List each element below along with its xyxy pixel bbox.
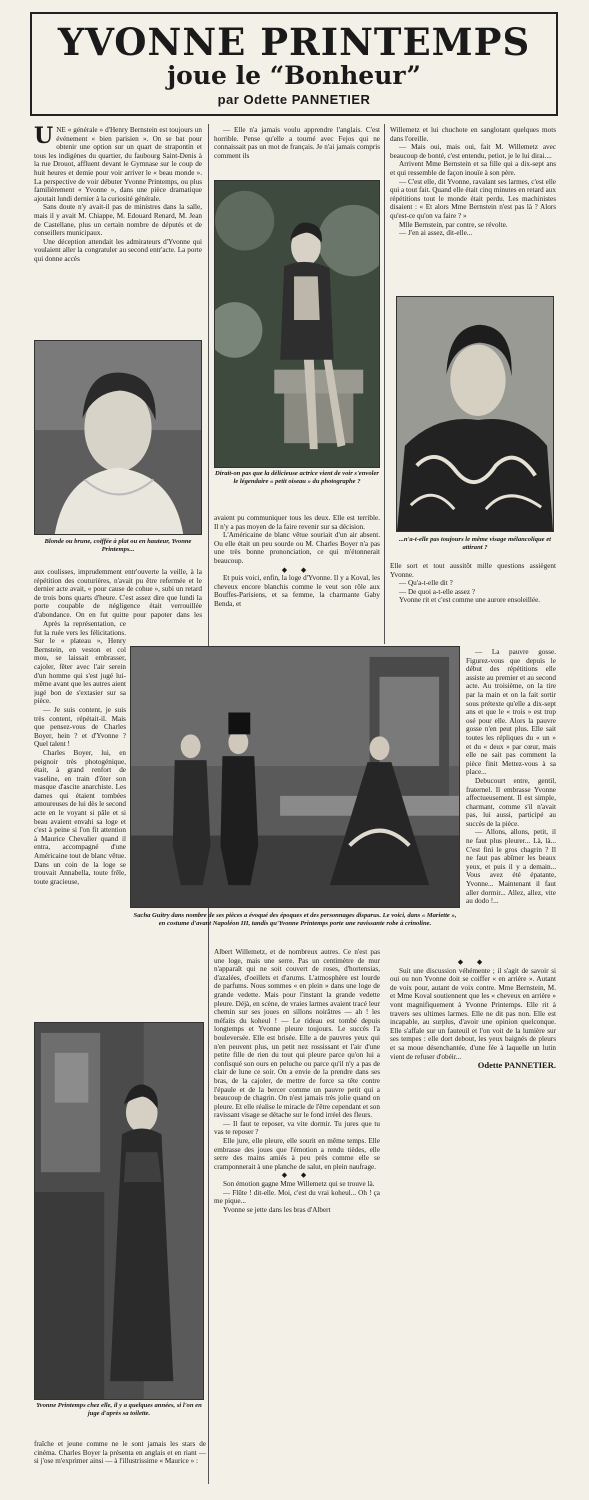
paragraph: Une déception attendait les admirateurs d'Yvonne qui voulaient aller la congratuler au second entr'acte. La porte qui donne accès [34, 237, 202, 263]
photo-portrait-1 [34, 340, 202, 535]
paragraph: Après la représentation, ce fut la ruée vers les félicitations. Sur le « plateau », Henry Bernstein, en veston et col mou, se laissait embrasser, cajoler, fêter avec l'air serein d'un homme qui s'est jugé lui-même avant que les autres aient jugé bon de s'extasier sur sa pièce. [34, 620, 126, 706]
column-2-mid [214, 514, 380, 634]
paragraph: — Je suis content, je suis très content, répétait-il. Mais que pensez-vous de Charles Boyer, hein ? et d'Yvonne ? Quel talent ! [34, 705, 126, 749]
photo-portrait-shawl [396, 296, 554, 532]
paragraph: Mlle Bernstein, par contre, se révolte. [399, 220, 508, 229]
paragraph: Arrivent Mme Bernstein et sa fille qui a dix-sept ans et qui ressemble de façon inouïe à son père. [390, 160, 556, 177]
column-1-top [34, 126, 202, 336]
caption-portrait-shawl: ...n'a-t-elle pas toujours le même visage mélancolique et attirant ? [398, 536, 551, 551]
caption-stage-scene: Sacha Guitry dans nombre de ses pièces a évoqué des époques et des personnages disparus. Le voici, dans « Mariette », en costume d'avant Napoléon III, tandis qu'Yvonne Printemps porte une ravissante robe à crinoline. [133, 912, 457, 927]
separator: ◆ ◆ [281, 1171, 313, 1180]
paragraph: Debucourt entre, gentil, fraternel. Il embrasse Yvonne affectueusement. Il est simple, charmant, comme s'il n'avait pas, lui aussi, participé au succès de la pièce. [466, 776, 556, 828]
separator: ◆ ◆ [457, 958, 489, 966]
paragraph: — La pauvre gosse. Figurez-vous que depuis le début des répétitions elle assiste au premier et au second acte. Au troisième, on la tire par la main et on la fait sortir sous prétexte qu'elle a dix-sept ans et que le « trois » est trop osé pour elle. Alors la pauvre gosse n'en peut plus. Elle sait toutes les répliques du « un » et du « deux » par cœur, mais elle ne sait pas comment la pièce finit Mettez-vous à sa place... [466, 648, 556, 777]
column-3-mid [390, 562, 556, 642]
paragraph: — Allons, allons, petit, il ne faut plus pleurer... Là, là... C'est fini le gros chagrin ? Il ne faut pas abîmer les beaux yeux, et puis il y a demain... Vous avez été épatante, Yvonne... Maintenant il faut aller dormir... Allez, allez, vite au dodo !... [466, 828, 556, 906]
column-1-bottom [34, 1440, 206, 1480]
paragraph: — De quoi a-t-elle assez ? [399, 587, 476, 596]
paragraph: Albert Willemetz, et de nombreux autres. Ce n'est pas une loge, mais une serre. Pas un centimètre de mur n'apparaît qui ne soit couvert de roses, d'hortensias, d'azalées, d'oeillets et d'arums. L'atmosphère est lourde de parfums. Nous sommes « en plein » dans une loge de grande vedette. Mais pour l'instant la grande vedette pleure. Déjà, en scène, de vraies larmes avaient tracé leur chemin sur ses joues en sillons noirâtres — ah ! les méfaits du koheul ! — Le rideau est tombé depuis longtemps et Yvonne pleure toujours. Le succès l'a bouleversée. Elle est brisée. Elle a de pauvres yeux qui n'en peuvent plus, un petit nez rossissant et l'air d'une petite fille de rien du tout qui pleure parce qu'on lui a confisqué son ours en peluche ou parce qu'il n'y a pas de clair de lune ce soir. On a envie de la prendre dans ses bras, de la cajoler, de mettre de force sa tête contre l'épaule et de la bercer comme un pauvre petit qui a beaucoup de chagrin. On n'est jamais très jolie quand on pleure. Et elle réalise le miracle de l'être cependant et son ravissant visage se détache sur le fond irréel des fleurs. [214, 948, 380, 1120]
column-2-lower [214, 948, 380, 1418]
column-1-narrow [34, 620, 126, 960]
photo-at-home [34, 1022, 204, 1400]
paragraph: aux coulisses, imprudemment entr'ouverte la veille, à la répétition des couturières, n'avait pu être refermée et le dernier acte avait, « pour cause de cohue », subi un retard de trois bons quarts d'heure. C'est assez dire que lundi la porte coupable de négligence était verrouillée d'abondance. On en fut quitte pour papoter dans les [34, 568, 202, 619]
article-byline: par Odette PANNETIER [217, 92, 371, 107]
column-3-narrow [466, 648, 556, 948]
column-1-mid [34, 568, 202, 620]
paragraph: — Il faut te reposer, va vite dormir. Tu jures que tu vas te reposer ? [214, 1119, 380, 1137]
article-subtitle: joue le “Bonheur” [167, 61, 421, 90]
caption-at-home: Yvonne Printemps chez elle, il y a quelques années, si l'on en juge d'après sa toilette. [36, 1402, 202, 1417]
article-title: YVONNE PRINTEMPS [57, 20, 531, 64]
article-header [30, 12, 558, 116]
column-1-lower [34, 962, 202, 1020]
paragraph: fraîche et jeune comme ne le sont jamais les stars de cinéma. Charles Boyer la présenta en anglais et en riant — si j'ose m'exprimer ainsi — à l'illustrissime « Maurice » : [34, 1440, 206, 1466]
paragraph: Charles Boyer, lui, en peignoir très photogénique, était, à grand renfort de vaseline, en train d'ôter son masque d'ascite anarchiste. Les dames qui étaient tombées amoureuses de lui dès le second acte en le voyant si pâle et si beau avaient envahi sa loge et c'est à peine si l'on fit attention à Maurice Chevalier quand il entra, accompagné d'une Américaine tout de blanc vêtue. Dans un coin de la loge se trouvait Annabella, toute frêle, toute gracieuse, [34, 748, 126, 886]
paragraph: avaient pu communiquer tous les deux. Elle est terrible. Il n'y a pas moyen de la faire revenir sur sa décision. [214, 514, 380, 531]
paragraph: Suit une discussion véhémente ; il s'agit de savoir si oui ou non Yvonne doit se coiffer « en arrière ». Autant de voix pour, autant de voix contre. Mme Bernstein, M. et Mme Koval soutiennent que les « cheveux en arrière » vont magnifiquement à Yvonne Printemps. Elle rit à travers ses ultimes larmes. Elle ne dit pas non. Elle est incapable, au surplus, d'avoir une opinion quelconque. Elle s'affale sur un fauteuil et l'on voit de la lumière sur ses tempes : elle dort debout, les yeux baignés de pleurs et sa moue désenchantée, d'une fée à laquelle un lutin vient de refuser d'obéir... [390, 966, 556, 1061]
paragraph: L'Américaine de blanc vêtue souriait d'un air absent. Ou elle était un peu sourde ou M. Charles Boyer n'a pas une très bonne prononciation, ce qui m'étonnerait beaucoup. [214, 531, 380, 565]
paragraph: Willemetz et lui chuchote en sanglotant quelques mots dans l'oreille. [390, 126, 556, 143]
paragraph: Et puis voici, enfin, la loge d'Yvonne. Il y a Koval, les cheveux encore blanchis comme le veut son rôle aux Bouffes-Parisiens, et sa femme, la charmante Gaby Benda, et [214, 574, 380, 608]
column-3-lower [390, 958, 556, 1088]
caption-portrait-1: Blonde ou brune, coiffée à plat ou en hauteur, Yvonne Printemps... [44, 538, 192, 553]
caption-seated-bird: Dirait-on pas que la délicieuse actrice vient de voir s'envoler le légendaire « petit oiseau » du photographe ? [215, 470, 379, 485]
photo-stage-scene [130, 646, 460, 908]
paragraph: — Qu'a-t-elle dit ? [399, 579, 453, 588]
signature: Odette PANNETIER. [477, 1060, 556, 1071]
paragraph-text: NE « générale » d'Henry Bernstein est toujours un événement « bien parisien ». On se bat pour obtenir une option sur un quart de strapontin et tous les indigènes du quartier, du faubourg Saint-Denis à la rue Drouot, affluent devant le Gymnase sur le coup de huit heures et demie pour voir arriver le « beau monde ». La perspective de voir débuter Yvonne Printemps, ou plus familièrement « Yvonne », dans une pièce dramatique ajoutait lundi dernier à la curiosité générale. [34, 126, 202, 203]
separator: ◆ ◆ [281, 565, 313, 574]
paragraph: Elle sort et tout aussitôt mille questions assiègent Yvonne. [390, 562, 556, 579]
drop-cap: U [34, 126, 54, 149]
paragraph: — Flûte ! dit-elle. Moi, c'est du vrai koheul... Oh ! ça me pique... [214, 1188, 380, 1206]
paragraph: Yvonne rit et c'est comme une aurore ensoleillée. [399, 596, 541, 605]
paragraph: Elle jure, elle pleure, elle sourit en même temps. Elle embrasse des joues que l'émotion a rendu tièdes, elle serre des mains amiés à peu près comme elle se cramponnerait à une planche de salut, en plein naufrage. [214, 1137, 380, 1171]
paragraph: — Elle n'a jamais voulu apprendre l'anglais. C'est horrible. Pense qu'elle a tourné avec Fejos qui ne connaissait pas un mot de français. Je n'ai jamais compris comment ils [214, 126, 380, 160]
paragraph: — C'est elle, dit Yvonne, ravalant ses larmes, c'est elle qui a tout fait. Quand elle était cinq minutes en retard aux répétitions tout le monde était perdu. Les machinistes disaient : « Et alors Mme Bernstein n'est pas là ? Alors qu'est-ce qu'on va faire ? » [390, 177, 556, 220]
paragraph: — J'en ai assez, dit-elle... [399, 229, 473, 238]
column-rule [384, 124, 385, 644]
paragraph [34, 126, 202, 203]
photo-seated-bird [214, 180, 380, 468]
paragraph: Son émotion gagne Mme Willemetz qui se trouve là. [223, 1180, 375, 1189]
paragraph: Yvonne se jette dans les bras d'Albert [223, 1205, 331, 1214]
paragraph: — Mais oui, mais oui, fait M. Willemetz avec beaucoup de bonté, c'est entendu, petiot, je le lui dirai.... [390, 143, 556, 160]
paragraph: Sans doute n'y avait-il pas de ministres dans la salle, mais il y avait M. Chiappe, M. Edouard Renard, M. Jean de Castellane, plus un certain nombre de députés et de conseillers municipaux. [34, 203, 202, 238]
column-2-top [214, 126, 380, 176]
